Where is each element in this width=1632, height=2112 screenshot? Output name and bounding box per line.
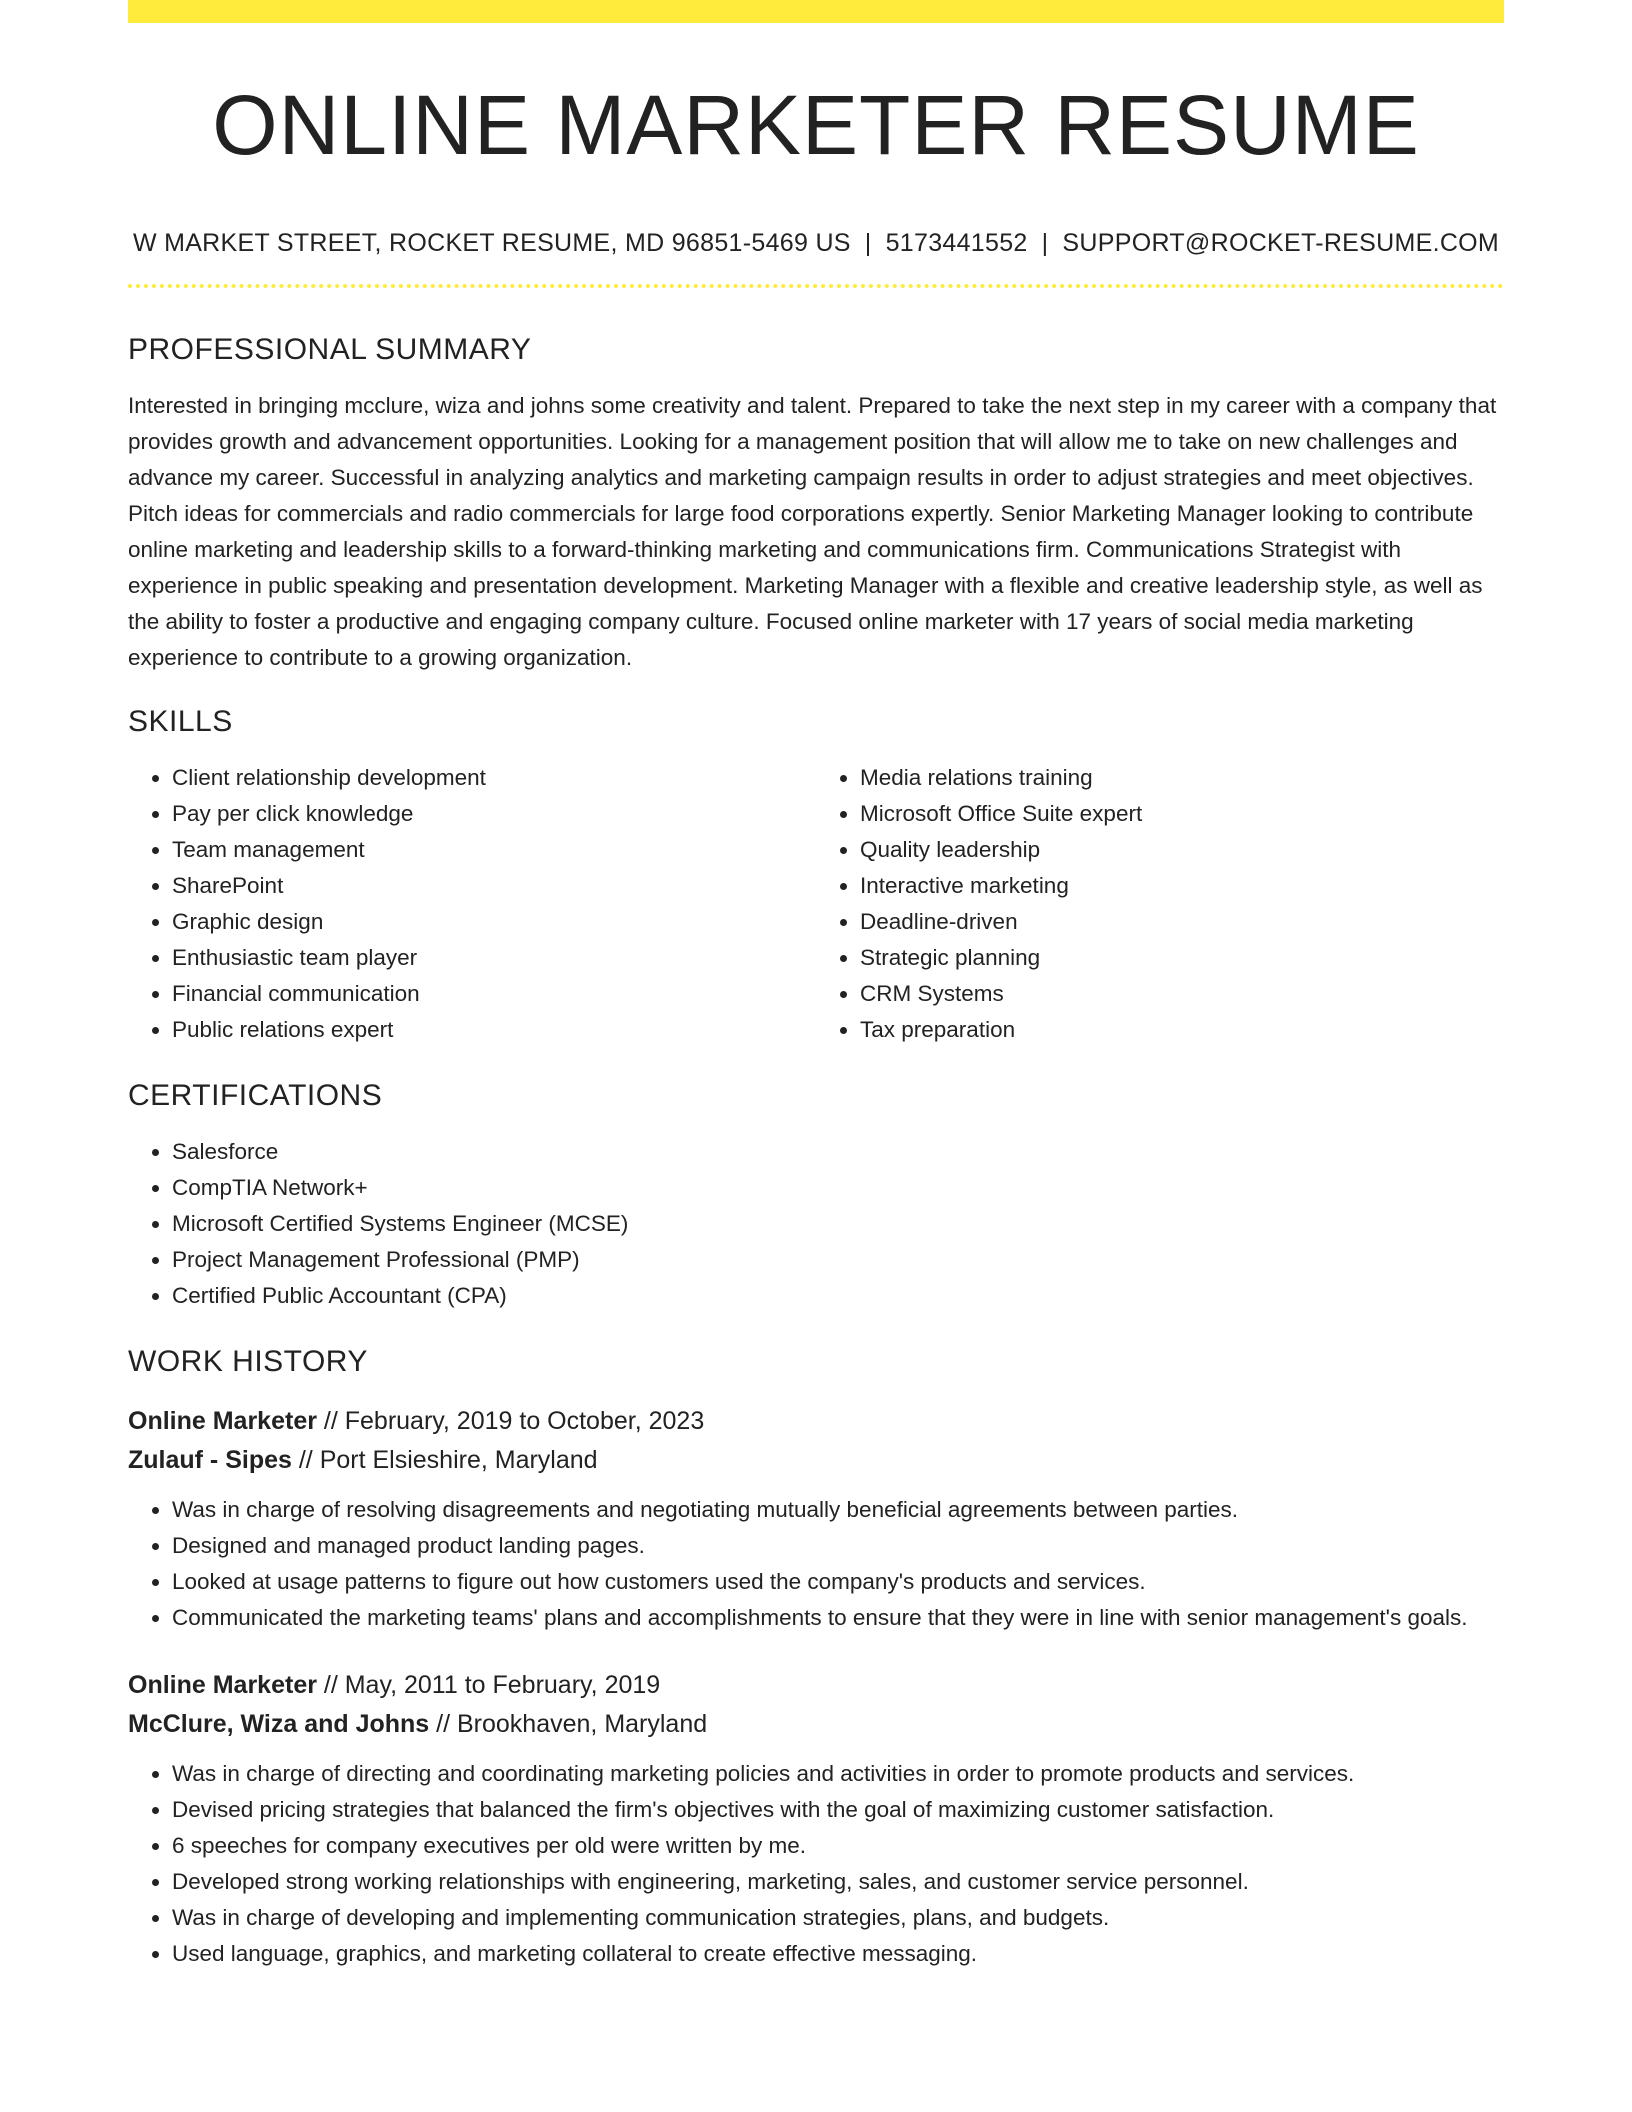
list-item: • Used language, graphics, and marketing collateral to create effective messaging. [172, 1936, 1504, 1972]
contact-phone: 5173441552 [885, 229, 1028, 257]
list-item: • CRM Systems [860, 976, 1504, 1012]
list-item: • Public relations expert [172, 1012, 816, 1048]
job-role-line [128, 1402, 1504, 1441]
job-company-line [128, 1705, 1504, 1744]
list-item: • Graphic design [172, 904, 816, 940]
list-item: • Strategic planning [860, 940, 1504, 976]
section-heading: PROFESSIONAL SUMMARY [128, 333, 532, 366]
list-item: • Pay per click knowledge [172, 796, 816, 832]
list-item: • Tax preparation [860, 1012, 1504, 1048]
list-item: • Was in charge of resolving disagreements and negotiating mutually beneficial agreements between parties. [172, 1492, 1504, 1528]
job-bullets [128, 1756, 1504, 1972]
dotted-divider [128, 284, 1504, 288]
certifications-section [128, 1078, 1504, 1314]
job-bullets [128, 1492, 1504, 1636]
list-item: • Communicated the marketing teams' plans and accomplishments to ensure that they were in line with senior management's goals. [172, 1600, 1504, 1636]
section-heading: CERTIFICATIONS [128, 1079, 383, 1112]
professional-summary-section [128, 332, 1504, 676]
list-item: • Media relations training [860, 760, 1504, 796]
list-item: • Enthusiastic team player [172, 940, 816, 976]
job-role: Online Marketer [128, 1671, 317, 1699]
list-item: • CompTIA Network+ [172, 1170, 1504, 1206]
skills-list-right [816, 760, 1504, 1048]
list-item: • Designed and managed product landing pages. [172, 1528, 1504, 1564]
job-company: McClure, Wiza and Johns [128, 1710, 430, 1738]
accent-bar [128, 0, 1504, 23]
job-dates: // May, 2011 to February, 2019 [316, 1671, 661, 1699]
list-item: • Salesforce [172, 1134, 1504, 1170]
resume-title: ONLINE MARKETER RESUME [212, 78, 1420, 172]
job-dates: // February, 2019 to October, 2023 [316, 1407, 705, 1435]
contact-email: SUPPORT@ROCKET-RESUME.COM [1062, 229, 1500, 257]
job-entry [128, 1666, 1504, 1972]
skills-columns [128, 760, 1504, 1048]
skills-section [128, 704, 1504, 1048]
list-item: • Team management [172, 832, 816, 868]
list-item: • Interactive marketing [860, 868, 1504, 904]
list-item: • Developed strong working relationships with engineering, marketing, sales, and customer service personnel. [172, 1864, 1504, 1900]
list-item: • Microsoft Office Suite expert [860, 796, 1504, 832]
job-entry [128, 1402, 1504, 1636]
list-item: • Was in charge of directing and coordinating marketing policies and activities in order to promote products and services. [172, 1756, 1504, 1792]
list-item: • Client relationship development [172, 760, 816, 796]
jobs-container [128, 1402, 1504, 1972]
list-item: • Was in charge of developing and implementing communication strategies, plans, and budgets. [172, 1900, 1504, 1936]
job-role: Online Marketer [128, 1407, 317, 1435]
work-history-section [128, 1344, 1504, 1972]
job-company: Zulauf - Sipes [128, 1446, 292, 1474]
list-item: • Financial communication [172, 976, 816, 1012]
job-company-line [128, 1441, 1504, 1480]
contact-address: W MARKET STREET, ROCKET RESUME, MD 96851-5469 US [132, 229, 851, 257]
list-item: • Certified Public Accountant (CPA) [172, 1278, 1504, 1314]
list-item: • Microsoft Certified Systems Engineer (MCSE) [172, 1206, 1504, 1242]
contact-separator: | [864, 229, 872, 257]
contact-line [128, 229, 1504, 258]
list-item: • 6 speeches for company executives per old were written by me. [172, 1828, 1504, 1864]
skills-list-left [128, 760, 816, 1048]
job-location: // Brookhaven, Maryland [429, 1710, 708, 1738]
section-heading: SKILLS [128, 705, 233, 738]
section-heading: WORK HISTORY [128, 1345, 368, 1378]
contact-separator: | [1041, 229, 1049, 257]
list-item: • Devised pricing strategies that balanced the firm's objectives with the goal of maximizing customer satisfaction. [172, 1792, 1504, 1828]
job-location: // Port Elsieshire, Maryland [291, 1446, 598, 1474]
list-item: • Quality leadership [860, 832, 1504, 868]
list-item: • SharePoint [172, 868, 816, 904]
summary-text: Interested in bringing mcclure, wiza and johns some creativity and talent. Prepared to take the next step in my career with a company that provides growth and advancement opportunities. Looking for a management position that will allow me to take on new challenges and advance my career. Successful in analyzing analytics and marketing campaign results in order to adjust strategies and meet objectives. Pitch ideas for commercials and radio commercials for large food corporations expertly. Senior Marketing Manager looking to contribute online marketing and leadership skills to a forward-thinking marketing and communications firm. Communications Strategist with experience in public speaking and presentation development. Marketing Manager with a flexible and creative leadership style, as well as the ability to foster a productive and engaging company culture. Focused online marketer with 17 years of social media marketing experience to contribute to a growing organization. [128, 393, 1497, 670]
job-role-line [128, 1666, 1504, 1705]
list-item: • Deadline-driven [860, 904, 1504, 940]
list-item: • Looked at usage patterns to figure out how customers used the company's products and services. [172, 1564, 1504, 1600]
certifications-list [128, 1134, 1504, 1314]
list-item: • Project Management Professional (PMP) [172, 1242, 1504, 1278]
resume-page [128, 0, 1504, 1972]
